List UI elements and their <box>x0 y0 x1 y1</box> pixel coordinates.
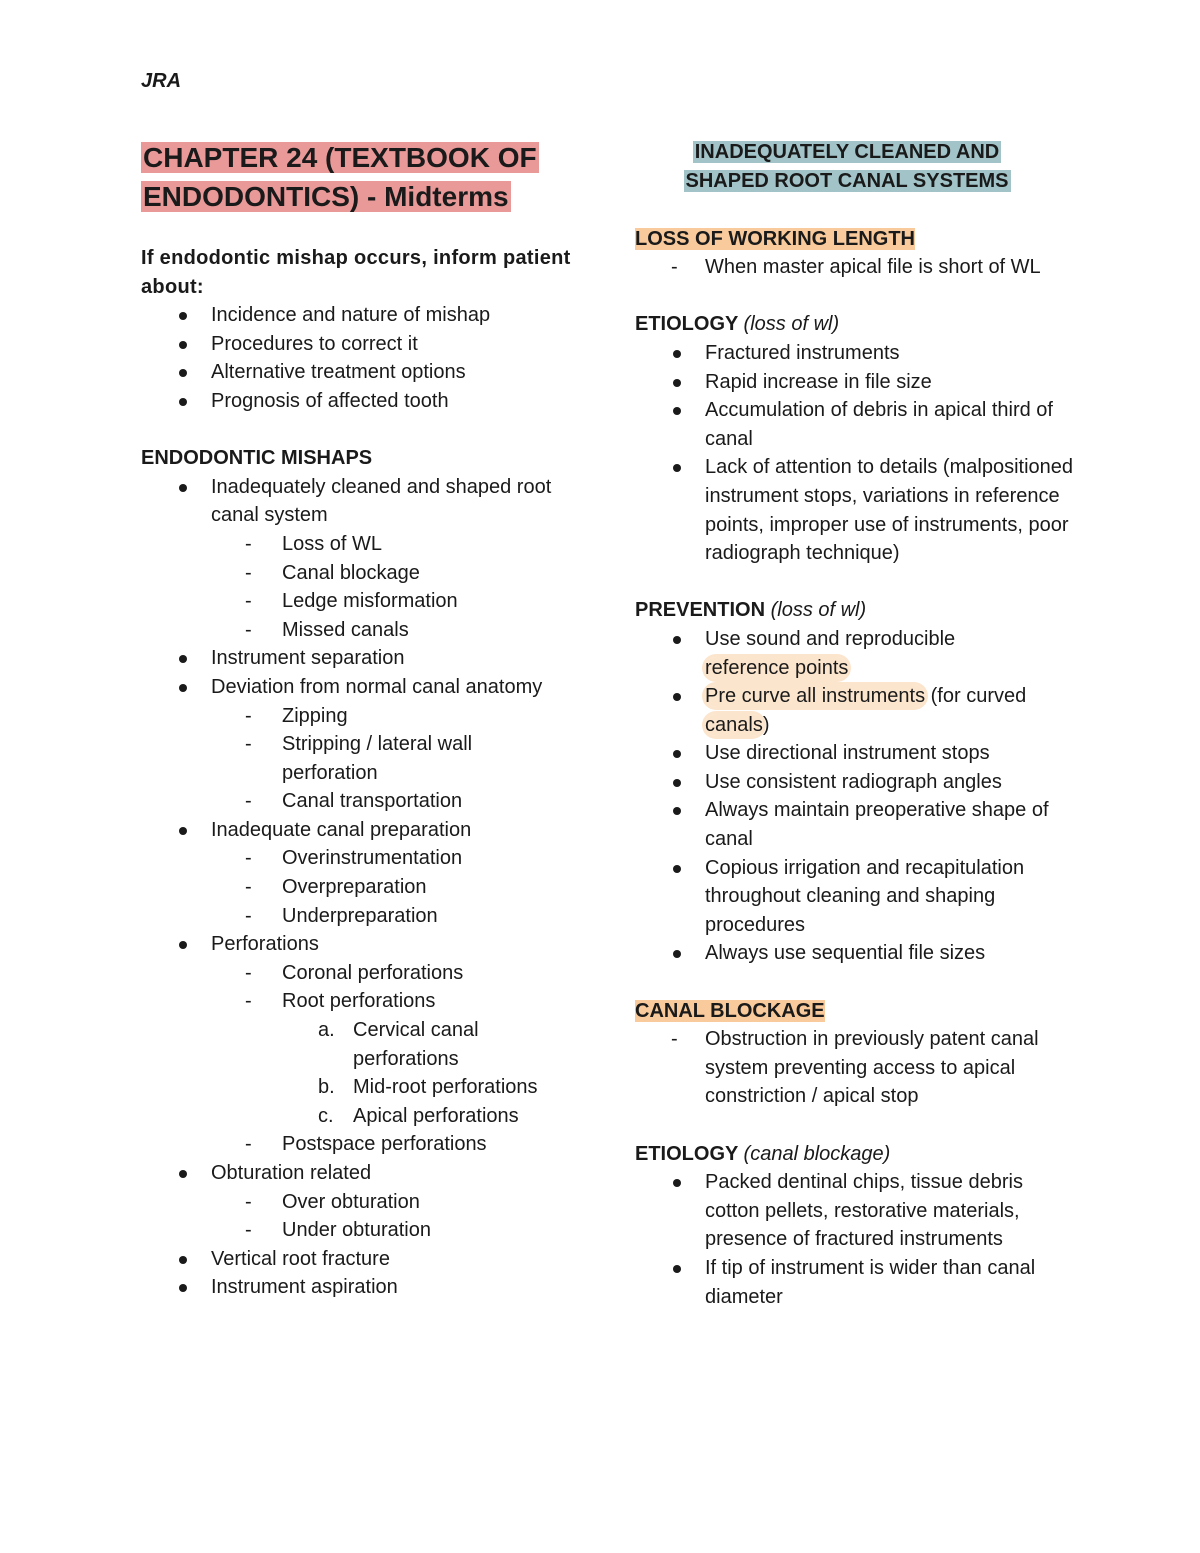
list-item-text: Use sound and reproducible <box>705 627 956 650</box>
list-item: Always maintain preoperative shape of canal <box>635 796 1075 853</box>
alpha-item-label: Apical perforations <box>353 1104 519 1127</box>
list-item: Use directional instrument stops <box>635 739 1075 768</box>
loss-heading-text: LOSS OF WORKING LENGTH <box>635 227 915 250</box>
alpha-item-label: Cervical canal perforations <box>353 1019 479 1070</box>
alpha-marker: c. <box>318 1104 334 1127</box>
sub-list <box>211 1188 571 1245</box>
section-title <box>621 138 1073 196</box>
list-item: Alternative treatment options <box>141 358 571 387</box>
sub-list <box>211 530 571 644</box>
highlighted-text: reference points <box>705 656 849 679</box>
list-item: Always use sequential file sizes <box>635 939 1075 968</box>
list-item: Fractured instruments <box>635 339 1075 368</box>
list-item: Packed dentinal chips, tissue debris cotton pellets, restorative materials, presence of fractured instruments <box>635 1168 1075 1254</box>
alpha-item-label: Mid-root perforations <box>353 1076 538 1099</box>
alpha-list-item <box>282 1102 571 1131</box>
list-item: If tip of instrument is wider than canal diameter <box>635 1254 1075 1311</box>
list-item: Incidence and nature of mishap <box>141 301 571 330</box>
section-title-line1: INADEQUATELY CLEANED AND <box>694 141 1000 163</box>
sub-list-item: - Overinstrumentation <box>211 844 571 873</box>
list-item: Instrument aspiration <box>141 1273 571 1302</box>
list-item-label: Inadequate canal preparation <box>211 818 472 841</box>
prevention-label: PREVENTION <box>635 599 766 622</box>
sub-list-item: - Ledge misformation <box>211 587 571 616</box>
etiology2-paren: (canal blockage) <box>743 1142 891 1165</box>
definition-item: - When master apical file is short of WL <box>635 253 1075 282</box>
list-item <box>141 673 571 816</box>
list-item-label: Obturation related <box>211 1162 372 1184</box>
sub-list-item: - Underpreparation <box>211 902 571 931</box>
prevention-list <box>635 625 1075 968</box>
section-title-line2: SHAPED ROOT CANAL SYSTEMS <box>685 170 1009 192</box>
intro-list <box>141 301 571 415</box>
sub-list-item: - Zipping <box>211 702 571 731</box>
sub-list-item: - Canal blockage <box>211 559 571 588</box>
alpha-marker: a. <box>318 1019 335 1042</box>
list-item: Instrument separation <box>141 644 571 673</box>
list-item: Rapid increase in file size <box>635 368 1075 397</box>
sub-list-item-label: Root perforations <box>282 990 436 1013</box>
list-item <box>141 930 571 1159</box>
etiology-list <box>635 339 1075 568</box>
sub-list-item: - Coronal perforations <box>211 959 571 988</box>
list-item: Accumulation of debris in apical third of canal <box>635 396 1075 453</box>
list-item <box>141 816 571 930</box>
etiology2-heading <box>635 1140 1075 1169</box>
list-item: Procedures to correct it <box>141 330 571 359</box>
list-item: Use consistent radiograph angles <box>635 768 1075 797</box>
sub-list-item: - Under obturation <box>211 1216 571 1245</box>
sub-list-item: - Stripping / lateral wall perforation <box>211 730 571 787</box>
highlighted-text: canals <box>705 713 763 736</box>
etiology2-list <box>635 1168 1075 1311</box>
sub-list <box>211 702 571 816</box>
chapter-title <box>141 138 571 216</box>
sub-list-item: - Postspace perforations <box>211 1130 571 1159</box>
blockage-heading-text: CANAL BLOCKAGE <box>635 999 825 1022</box>
loss-definition-list <box>635 253 1075 282</box>
sub-list-item: - Canal transportation <box>211 787 571 816</box>
blockage-heading <box>635 997 1075 1026</box>
intro-text: If endodontic mishap occurs, inform patient about: <box>141 247 571 298</box>
list-item: Vertical root fracture <box>141 1245 571 1274</box>
alpha-list-item <box>282 1073 571 1102</box>
blockage-definition-list <box>635 1025 1075 1111</box>
etiology-paren: (loss of wl) <box>743 313 840 336</box>
list-item <box>635 682 1075 739</box>
alpha-list <box>282 1016 571 1130</box>
etiology2-label: ETIOLOGY <box>635 1142 738 1165</box>
list-item-text: (for curved <box>930 685 1027 708</box>
etiology-label: ETIOLOGY <box>635 313 738 336</box>
sub-list <box>211 844 571 930</box>
sub-list-item <box>211 987 571 1130</box>
sub-list <box>211 959 571 1159</box>
list-item-label: Inadequately cleaned and shaped root canal system <box>211 475 552 527</box>
list-item-label: Perforations <box>211 933 319 956</box>
page-header-initials: JRA <box>141 70 182 92</box>
mishaps-list <box>141 473 571 1302</box>
sub-list-item: - Overpreparation <box>211 873 571 902</box>
chapter-title-line2: ENDODONTICS) - Midterms <box>143 181 509 212</box>
prevention-heading <box>635 596 1075 625</box>
left-column <box>141 138 571 1302</box>
list-item: Prognosis of affected tooth <box>141 387 571 416</box>
sub-list-item: - Over obturation <box>211 1188 571 1217</box>
list-item <box>141 473 571 645</box>
list-item-label: Deviation from normal canal anatomy <box>211 675 543 698</box>
alpha-list-item <box>282 1016 571 1073</box>
alpha-marker: b. <box>318 1076 335 1099</box>
highlighted-text: Pre curve all instruments <box>705 685 926 708</box>
sub-list-item: - Loss of WL <box>211 530 571 559</box>
list-item <box>141 1159 571 1245</box>
list-item <box>635 625 1075 682</box>
etiology-heading <box>635 310 1075 339</box>
mishaps-heading: ENDODONTIC MISHAPS <box>141 447 373 470</box>
sub-list-item: - Missed canals <box>211 616 571 645</box>
list-item-text: ) <box>762 713 770 736</box>
list-item: Lack of attention to details (malpositioned instrument stops, variations in reference points, improper use of instruments, poor radiograph technique) <box>635 453 1075 567</box>
chapter-title-line1: CHAPTER 24 (TEXTBOOK OF <box>143 142 537 173</box>
prevention-paren: (loss of wl) <box>770 599 867 622</box>
right-column <box>635 138 1075 1311</box>
loss-heading <box>635 225 1075 254</box>
list-item: Copious irrigation and recapitulation throughout cleaning and shaping procedures <box>635 854 1075 940</box>
definition-item: - Obstruction in previously patent canal system preventing access to apical constriction / apical stop <box>635 1025 1075 1111</box>
